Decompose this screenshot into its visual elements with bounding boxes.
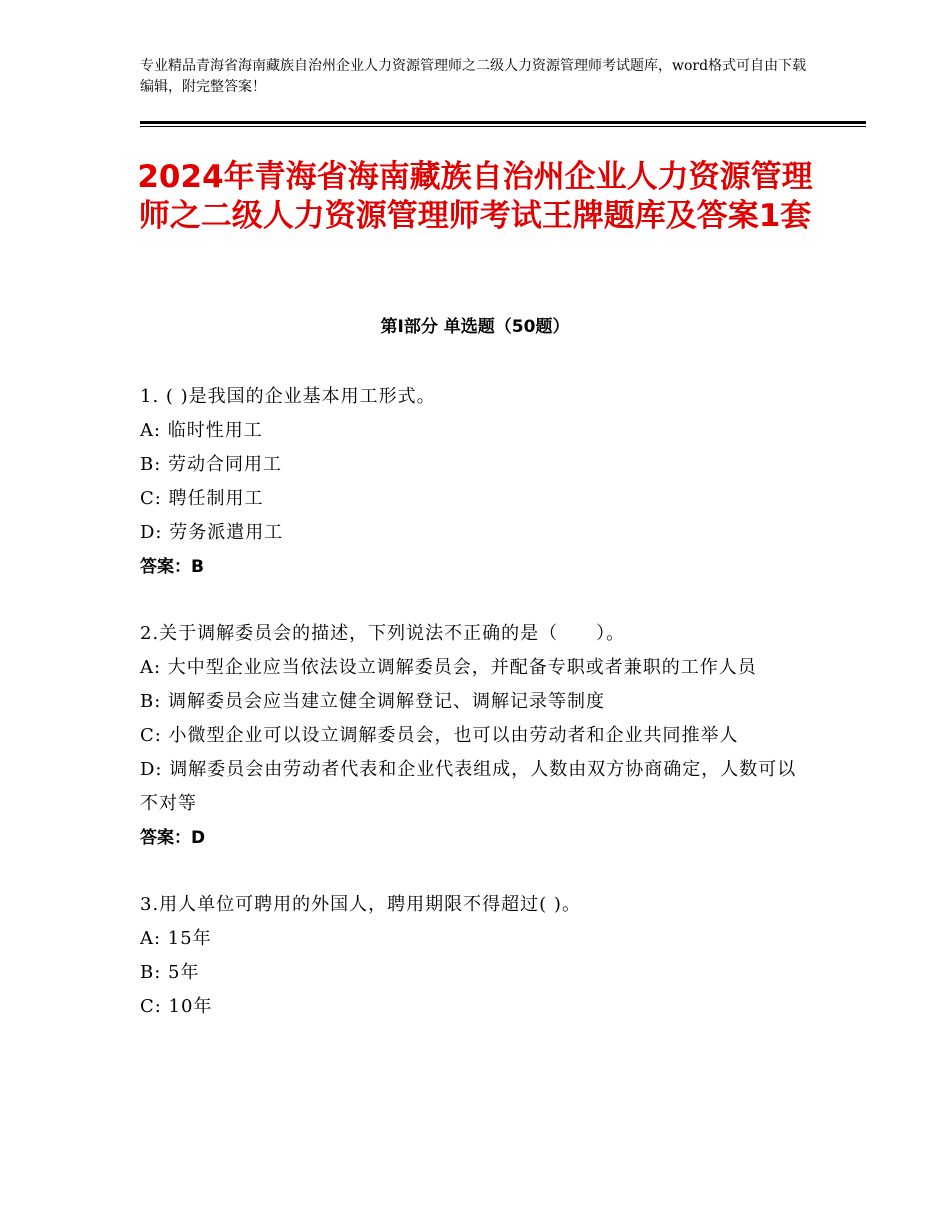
- answer-label: 答案：D: [140, 828, 206, 848]
- header-note: 专业精品青海省海南藏族自治州企业人力资源管理师之二级人力资源管理师考试题库，word格式可自由下载编辑，附完整答案！: [140, 58, 807, 95]
- option-a: A: 15年: [140, 928, 212, 949]
- header-divider-thin: [140, 126, 866, 127]
- section-title: 第I部分 单选题（50题）: [380, 317, 570, 337]
- question-stem: 1. ( )是我国的企业基本用工形式。: [140, 386, 436, 407]
- question-2: [140, 617, 810, 855]
- option-b: B: 调解委员会应当建立健全调解登记、调解记录等制度: [140, 691, 606, 712]
- question-list: [140, 380, 810, 1057]
- option-c: C: 小微型企业可以设立调解委员会，也可以由劳动者和企业共同推举人: [140, 725, 739, 746]
- option-d: D: 调解委员会由劳动者代表和企业代表组成，人数由双方协商确定，人数可以不对等: [140, 759, 797, 814]
- question-1: [140, 380, 810, 584]
- option-c: C: 聘任制用工: [140, 488, 264, 509]
- option-a: A: 大中型企业应当依法设立调解委员会，并配备专职或者兼职的工作人员: [140, 657, 757, 678]
- option-b: B: 劳动合同用工: [140, 454, 283, 475]
- question-stem: 3.用人单位可聘用的外国人，聘用期限不得超过( )。: [140, 894, 581, 915]
- header-divider-thick: [140, 121, 866, 124]
- answer-label: 答案：B: [140, 557, 204, 577]
- question-stem: 2.关于调解委员会的描述，下列说法不正确的是（ ）。: [140, 623, 626, 644]
- option-d: D: 劳务派遣用工: [140, 522, 284, 543]
- option-c: C: 10年: [140, 996, 213, 1017]
- document-title: 2024年青海省海南藏族自治州企业人力资源管理师之二级人力资源管理师考试王牌题库及答案1套: [137, 159, 813, 234]
- question-3: [140, 888, 810, 1024]
- option-a: A: 临时性用工: [140, 420, 263, 441]
- option-b: B: 5年: [140, 962, 200, 983]
